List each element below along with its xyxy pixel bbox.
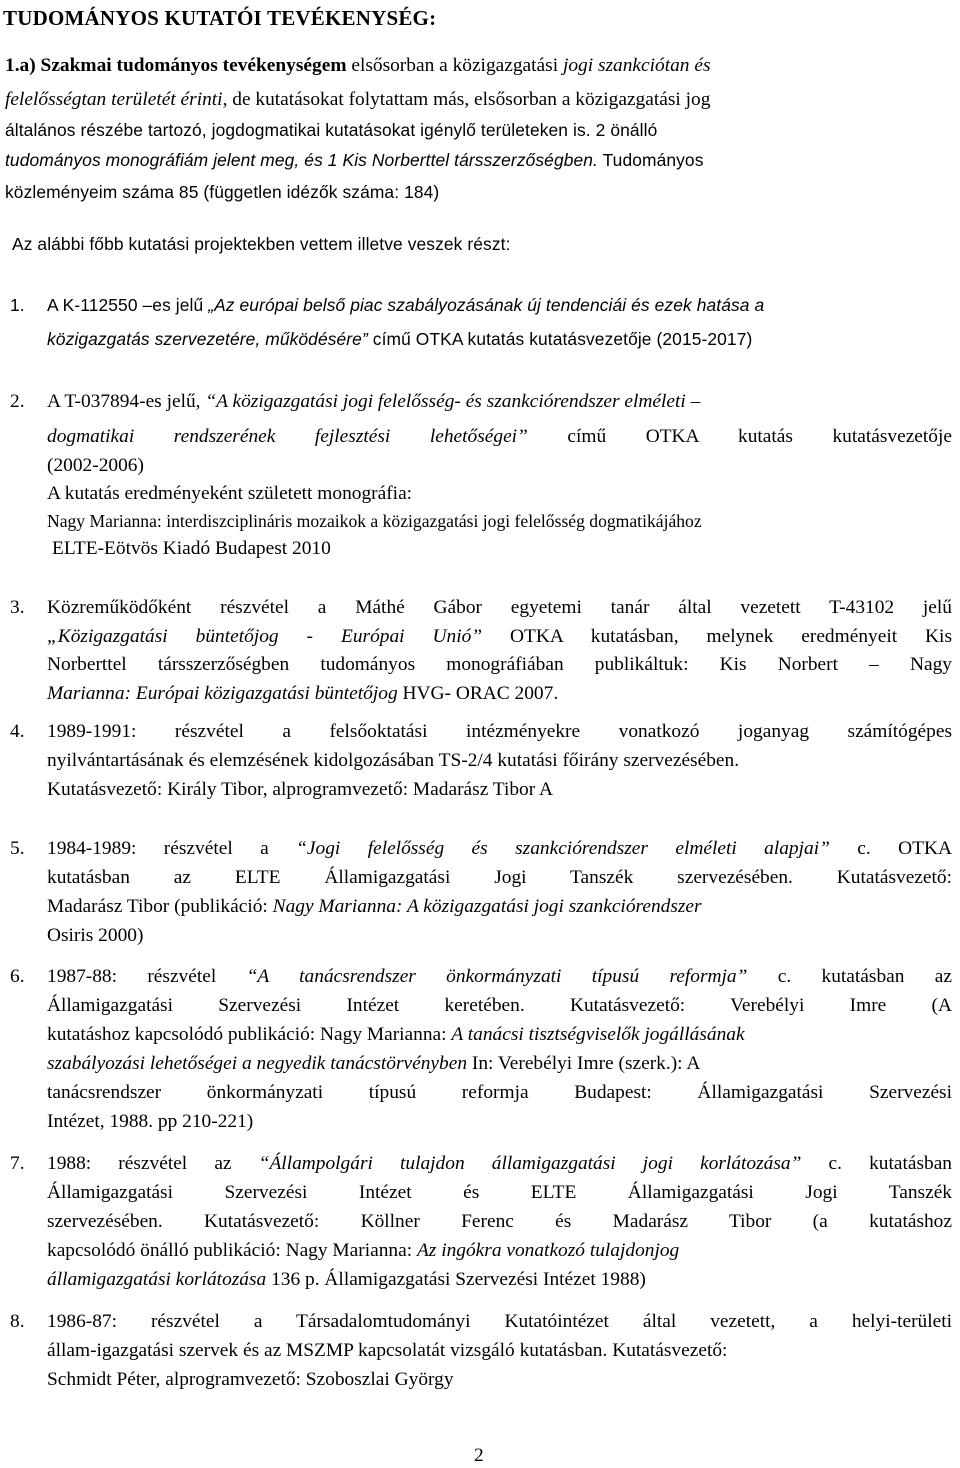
projects-intro: Az alábbi főbb kutatási projektekben vettem illetve veszek részt:: [12, 234, 511, 254]
item-2-line-1: A T-037894-es jelű, “A közigazgatási jogi felelősség- és szankciórendszer elméleti –: [47, 391, 701, 412]
item-7-line-2: Államigazgatási Szervezési Intézet és ELTE Államigazgatási Jogi Tanszék: [47, 1182, 952, 1203]
monograph-publisher: ELTE-Eötvös Kiadó Budapest 2010: [52, 538, 331, 559]
item-4-line-1: 1989-1991: részvétel a felsőoktatási intézményekre vonatkozó joganyag számítógépes: [47, 721, 952, 742]
item-5-line-4: Osiris 2000): [47, 925, 144, 946]
item-3-line-4: Marianna: Európai közigazgatási büntetőjog HVG- ORAC 2007.: [47, 683, 559, 704]
item-2-line-3: (2002-2006): [47, 455, 144, 476]
item-number: 7.: [10, 1153, 25, 1174]
item-4-line-2: nyilvántartásának és elemzésének kidolgozásában TS-2/4 kutatási főirány szervezésében.: [47, 750, 740, 771]
page-number: 2: [474, 1445, 484, 1466]
intro-line-4: tudományos monográfiám jelent meg, és 1 Kis Norberttel társszerzőségben. Tudományos: [5, 150, 704, 170]
item-8-line-3: Schmidt Péter, alprogramvezető: Szoboszlai György: [47, 1369, 454, 1390]
item-number: 4.: [10, 721, 25, 742]
item-number: 6.: [10, 966, 25, 987]
item-1-line-2: közigazgatás szervezetére, működésére” című OTKA kutatás kutatásvezetője (2015-2017): [47, 329, 753, 349]
item-number: 1.: [10, 295, 25, 315]
intro-line-2: felelősségtan területét érinti, de kutatásokat folytattam más, elsősorban a közigazgatási jog: [5, 89, 711, 110]
item-5-line-2: kutatásban az ELTE Államigazgatási Jogi Tanszék szervezésében. Kutatásvezető:: [47, 867, 952, 888]
item-number: 5.: [10, 838, 25, 859]
item-8-line-2: állam-igazgatási szervek és az MSZMP kapcsolatát vizsgáló kutatásban. Kutatásvezető:: [47, 1340, 728, 1361]
item-3-line-1: Közreműködőként részvétel a Máthé Gábor egyetemi tanár által vezetett T-43102 jelű: [47, 597, 952, 618]
item-3-line-2: „Közigazgatási büntetőjog - Európai Unió” OTKA kutatásban, melynek eredményeit Kis: [47, 626, 952, 647]
item-2-line-4: A kutatás eredményeként született monográfia:: [47, 483, 413, 504]
item-number: 2.: [10, 391, 25, 412]
intro-bold-lead: 1.a) Szakmai tudományos tevékenységem: [5, 55, 347, 76]
intro-line-3: általános részébe tartozó, jogdogmatikai kutatásokat igénylő területeken is. 2 önálló: [5, 120, 658, 140]
item-6-line-4: szabályozási lehetőségei a negyedik tanácstörvényben In: Verebélyi Imre (szerk.): A: [47, 1053, 701, 1074]
item-7-line-3: szervezésében. Kutatásvezető: Köllner Ferenc és Madarász Tibor (a kutatáshoz: [47, 1211, 952, 1232]
intro-line-5: közleményeim száma 85 (független idézők száma: 184): [5, 182, 440, 202]
item-number: 8.: [10, 1311, 25, 1332]
item-7-line-5: államigazgatási korlátozása 136 p. Államigazgatási Szervezési Intézet 1988): [47, 1269, 646, 1290]
item-number: 3.: [10, 597, 25, 618]
item-4-line-3: Kutatásvezető: Király Tibor, alprogramvezető: Madarász Tibor A: [47, 779, 553, 800]
monograph-citation: Nagy Marianna: interdiszciplináris mozaikok a közigazgatási jogi felelősség dogmatikájához: [47, 511, 702, 531]
item-6-line-6: Intézet, 1988. pp 210-221): [47, 1111, 254, 1132]
item-7-line-4: kapcsolódó önálló publikáció: Nagy Marianna: Az ingókra vonatkozó tulajdonjog: [47, 1240, 680, 1261]
intro-line-1: 1.a) Szakmai tudományos tevékenységem elsősorban a közigazgatási jogi szankciótan és: [5, 55, 711, 76]
section-heading: TUDOMÁNYOS KUTATÓI TEVÉKENYSÉG:: [3, 6, 437, 30]
item-1-line-1: A K-112550 –es jelű „Az európai belső piac szabályozásának új tendenciái és ezek hatása a: [47, 295, 765, 315]
item-6-line-1: 1987-88: részvétel “A tanácsrendszer önkormányzati típusú reformja” c. kutatásban az: [47, 966, 952, 987]
item-8-line-1: 1986-87: részvétel a Társadalomtudományi Kutatóintézet által vezetett, a helyi-területi: [47, 1311, 952, 1332]
item-3-line-3: Norberttel társszerzőségben tudományos monográfiában publikáltuk: Kis Norbert – Nagy: [47, 654, 952, 675]
item-5-line-1: 1984-1989: részvétel a “Jogi felelősség és szankciórendszer elméleti alapjai” c. OTKA: [47, 838, 952, 859]
item-6-line-3: kutatáshoz kapcsolódó publikáció: Nagy Marianna: A tanácsi tisztségviselők jogállásának: [47, 1024, 745, 1045]
item-5-line-3: Madarász Tibor (publikáció: Nagy Marianna: A közigazgatási jogi szankciórendszer: [47, 896, 702, 917]
item-7-line-1: 1988: részvétel az “Állampolgári tulajdon államigazgatási jogi korlátozása” c. kutatásban: [47, 1153, 953, 1174]
item-6-line-5: tanácsrendszer önkormányzati típusú reformja Budapest: Államigazgatási Szervezési: [47, 1082, 952, 1103]
item-6-line-2: Államigazgatási Szervezési Intézet keretében. Kutatásvezető: Verebélyi Imre (A: [47, 995, 952, 1016]
item-2-line-2: dogmatikai rendszerének fejlesztési lehetőségei” című OTKA kutatás kutatásvezetője: [47, 426, 952, 447]
